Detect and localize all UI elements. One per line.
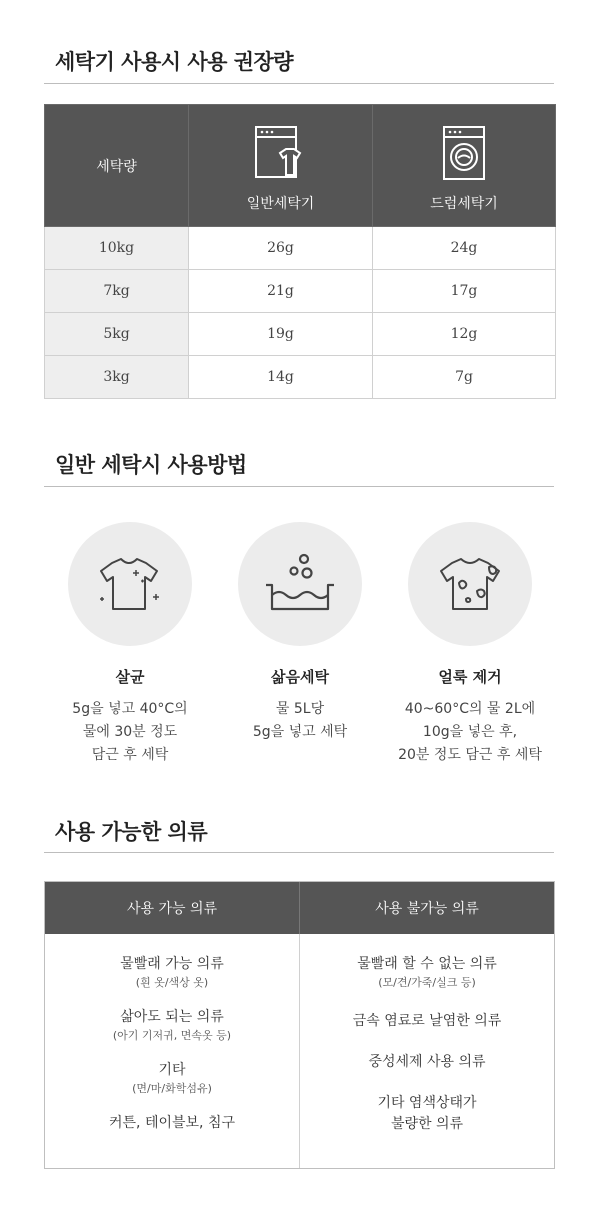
list-item (300, 1052, 554, 1073)
item-main: 기타 염색상태가 불량한 의류 (377, 1095, 477, 1132)
method-title: 얼룩 제거 (438, 668, 502, 686)
dosage-table (44, 104, 556, 399)
list-item (300, 1093, 554, 1135)
table-row (45, 270, 556, 313)
normal-amount-cell: 26g (189, 227, 373, 270)
item-sub: (면/마/화학섬유) (132, 1082, 212, 1095)
method-description: 5g을 넣고 40°C의 물에 30분 정도 담근 후 세탁 (72, 701, 188, 763)
drum-amount-cell: 17g (373, 270, 556, 313)
table-row (45, 227, 556, 270)
item-main: 물빨래 할 수 없는 의류 (357, 956, 497, 972)
item-main: 삶아도 되는 의류 (120, 1009, 224, 1025)
load-cell: 7kg (45, 270, 189, 313)
divider (44, 486, 554, 487)
drum-amount-cell: 12g (373, 313, 556, 356)
tshirt-sparkle-icon (95, 553, 165, 615)
dosage-header-row (45, 105, 556, 227)
section-title-usage: 일반 세탁시 사용방법 (55, 453, 247, 477)
item-main: 중성세제 사용 의류 (368, 1054, 486, 1070)
drum-washer-header (373, 105, 556, 227)
list-item (45, 1060, 299, 1097)
method-title: 살균 (115, 668, 145, 686)
list-item (45, 954, 299, 991)
fabric-body (45, 934, 554, 1168)
section-title-dosage: 세탁기 사용시 사용 권장량 (55, 50, 294, 74)
table-row (45, 356, 556, 399)
drum-washer-icon (442, 125, 486, 183)
divider (44, 852, 554, 853)
section-title-fabrics: 사용 가능한 의류 (55, 820, 208, 844)
normal-washer-header (189, 105, 373, 227)
table-row (45, 313, 556, 356)
load-header: 세탁량 (45, 105, 189, 227)
normal-amount-cell: 21g (189, 270, 373, 313)
drum-washer-label: 드럼세탁기 (430, 195, 498, 212)
method-boil-wash (220, 522, 380, 744)
tshirt-stain-icon (437, 553, 503, 615)
normal-washer-label: 일반세탁기 (246, 195, 315, 212)
basin-bubbles-icon (260, 549, 340, 619)
list-item (45, 1113, 299, 1134)
method-sterilize (50, 522, 210, 767)
not-allowed-column (300, 934, 554, 1168)
item-main: 기타 (158, 1062, 186, 1078)
drum-amount-cell: 24g (373, 227, 556, 270)
method-description: 40~60°C의 물 2L에 10g을 넣은 후, 20분 정도 담근 후 세탁 (398, 701, 542, 763)
method-icon-circle (68, 522, 192, 646)
divider (44, 83, 554, 84)
load-cell: 3kg (45, 356, 189, 399)
list-item (45, 1007, 299, 1044)
list-item (300, 954, 554, 991)
method-stain-removal (390, 522, 550, 767)
fabric-header-row (45, 882, 554, 934)
not-allowed-header: 사용 불가능 의류 (375, 901, 479, 917)
drum-amount-cell: 7g (373, 356, 556, 399)
method-description: 물 5L당 5g을 넣고 세탁 (252, 701, 348, 740)
normal-amount-cell: 14g (189, 356, 373, 399)
fabric-table (44, 881, 555, 1169)
load-cell: 5kg (45, 313, 189, 356)
method-icon-circle (238, 522, 362, 646)
item-main: 물빨래 가능 의류 (120, 956, 224, 972)
item-main: 금속 염료로 날염한 의류 (352, 1013, 502, 1029)
method-title: 삶음세탁 (271, 668, 329, 686)
method-icon-circle (408, 522, 532, 646)
load-cell: 10kg (45, 227, 189, 270)
list-item (300, 1011, 554, 1032)
item-sub: (흰 옷/색상 옷) (135, 976, 209, 989)
allowed-column (45, 934, 300, 1168)
item-sub: (모/견/가죽/실크 등) (378, 976, 476, 989)
allowed-header: 사용 가능 의류 (45, 882, 300, 934)
item-sub: (아기 기저귀, 면속옷 등) (112, 1029, 232, 1042)
item-main: 커튼, 테이블보, 침구 (109, 1115, 235, 1131)
top-loader-washer-icon (254, 125, 308, 183)
normal-amount-cell: 19g (189, 313, 373, 356)
